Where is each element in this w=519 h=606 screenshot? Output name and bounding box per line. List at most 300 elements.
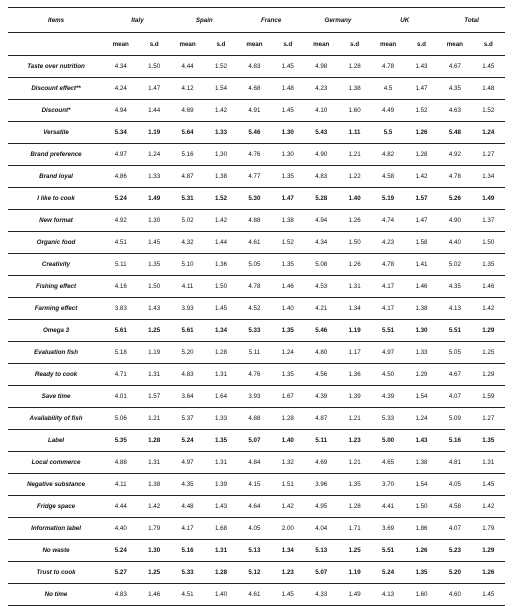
total-mean-cell: 5.05 <box>438 342 471 364</box>
france-sd-cell: 2.00 <box>271 518 304 540</box>
italy-sd-cell: 1.30 <box>137 540 170 562</box>
germany-sd-cell: 1.17 <box>338 342 371 364</box>
france-sd-cell: 1.23 <box>271 562 304 584</box>
total-mean-cell: 5.02 <box>438 254 471 276</box>
spain-mean-cell: 3.93 <box>171 298 204 320</box>
germany-mean-cell: 5.28 <box>305 188 338 210</box>
italy-sd-cell: 1.31 <box>137 364 170 386</box>
uk-sd-cell: 1.57 <box>405 188 438 210</box>
spain-sd-cell: 1.50 <box>204 276 237 298</box>
germany-mean-cell: 4.21 <box>305 298 338 320</box>
spain-sd-cell: 1.30 <box>204 144 237 166</box>
italy-sd-cell: 1.28 <box>137 430 170 452</box>
table-row <box>8 78 505 100</box>
total-mean-cell: 4.35 <box>438 276 471 298</box>
mean-header: mean <box>238 33 271 56</box>
uk-sd-cell: 1.58 <box>405 232 438 254</box>
france-mean-cell: 4.05 <box>238 518 271 540</box>
item-label-cell: Taste over nutrition <box>8 56 104 78</box>
france-mean-cell: 4.84 <box>238 452 271 474</box>
italy-mean-cell: 5.24 <box>104 188 137 210</box>
total-sd-cell: 1.52 <box>472 100 505 122</box>
france-sd-cell: 1.45 <box>271 100 304 122</box>
total-sd-cell: 1.27 <box>472 408 505 430</box>
table-row <box>8 474 505 496</box>
table-row <box>8 100 505 122</box>
uk-mean-cell: 4.41 <box>371 496 404 518</box>
total-sd-cell: 1.35 <box>472 254 505 276</box>
italy-mean-cell: 4.97 <box>104 144 137 166</box>
uk-sd-cell: 1.41 <box>405 254 438 276</box>
sd-header: s.d <box>338 33 371 56</box>
germany-sd-cell: 1.36 <box>338 364 371 386</box>
uk-mean-cell: 3.69 <box>371 518 404 540</box>
total-sd-cell: 1.29 <box>472 364 505 386</box>
total-mean-cell: 5.09 <box>438 408 471 430</box>
germany-mean-cell: 4.33 <box>305 584 338 606</box>
germany-mean-cell: 5.13 <box>305 540 338 562</box>
germany-sd-cell: 1.23 <box>338 430 371 452</box>
italy-sd-cell: 1.21 <box>137 408 170 430</box>
germany-sd-cell: 1.11 <box>338 122 371 144</box>
italy-mean-cell: 5.18 <box>104 342 137 364</box>
germany-sd-cell: 1.34 <box>338 298 371 320</box>
uk-mean-cell: 5.5 <box>371 122 404 144</box>
uk-mean-cell: 4.65 <box>371 452 404 474</box>
stat-header-blank <box>8 33 104 56</box>
sd-header: s.d <box>405 33 438 56</box>
germany-mean-cell: 4.10 <box>305 100 338 122</box>
france-sd-cell: 1.30 <box>271 144 304 166</box>
france-sd-cell: 1.24 <box>271 342 304 364</box>
sd-header: s.d <box>204 33 237 56</box>
spain-sd-cell: 1.31 <box>204 452 237 474</box>
table-row <box>8 210 505 232</box>
spain-mean-cell: 5.37 <box>171 408 204 430</box>
item-label-cell: Brand loyal <box>8 166 104 188</box>
uk-mean-cell: 4.50 <box>371 364 404 386</box>
italy-mean-cell: 4.86 <box>104 166 137 188</box>
germany-sd-cell: 1.21 <box>338 408 371 430</box>
uk-sd-cell: 1.26 <box>405 122 438 144</box>
germany-sd-cell: 1.19 <box>338 562 371 584</box>
total-mean-cell: 4.58 <box>438 496 471 518</box>
uk-sd-cell: 1.30 <box>405 320 438 342</box>
item-label-cell: Save time <box>8 386 104 408</box>
uk-mean-cell: 4.58 <box>371 166 404 188</box>
germany-sd-cell: 1.38 <box>338 78 371 100</box>
germany-mean-cell: 4.23 <box>305 78 338 100</box>
france-sd-cell: 1.45 <box>271 56 304 78</box>
table-body <box>8 56 505 606</box>
uk-mean-cell: 4.74 <box>371 210 404 232</box>
total-mean-cell: 5.51 <box>438 320 471 342</box>
total-sd-cell: 1.26 <box>472 562 505 584</box>
italy-mean-cell: 5.34 <box>104 122 137 144</box>
france-mean-cell: 4.52 <box>238 298 271 320</box>
france-mean-cell: 4.68 <box>238 78 271 100</box>
italy-sd-cell: 1.79 <box>137 518 170 540</box>
item-label-cell: Negative substance <box>8 474 104 496</box>
france-mean-cell: 5.07 <box>238 430 271 452</box>
total-mean-cell: 5.20 <box>438 562 471 584</box>
france-sd-cell: 1.40 <box>271 298 304 320</box>
uk-mean-cell: 4.13 <box>371 584 404 606</box>
table-row <box>8 56 505 78</box>
italy-mean-cell: 4.40 <box>104 518 137 540</box>
france-mean-cell: 5.46 <box>238 122 271 144</box>
country-header-total: Total <box>438 8 505 33</box>
country-header-row <box>8 8 505 33</box>
spain-sd-cell: 1.31 <box>204 540 237 562</box>
france-sd-cell: 1.32 <box>271 452 304 474</box>
uk-mean-cell: 4.23 <box>371 232 404 254</box>
uk-sd-cell: 1.33 <box>405 342 438 364</box>
italy-mean-cell: 5.27 <box>104 562 137 584</box>
italy-mean-cell: 4.11 <box>104 474 137 496</box>
italy-mean-cell: 4.34 <box>104 56 137 78</box>
total-sd-cell: 1.35 <box>472 430 505 452</box>
table-header <box>8 8 505 56</box>
table-row <box>8 408 505 430</box>
total-mean-cell: 4.63 <box>438 100 471 122</box>
france-sd-cell: 1.51 <box>271 474 304 496</box>
germany-sd-cell: 1.26 <box>338 254 371 276</box>
table-row <box>8 496 505 518</box>
uk-sd-cell: 1.43 <box>405 56 438 78</box>
germany-sd-cell: 1.50 <box>338 232 371 254</box>
uk-sd-cell: 1.50 <box>405 496 438 518</box>
total-sd-cell: 1.49 <box>472 188 505 210</box>
total-sd-cell: 1.50 <box>472 232 505 254</box>
germany-mean-cell: 4.34 <box>305 232 338 254</box>
france-sd-cell: 1.28 <box>271 408 304 430</box>
table-row <box>8 166 505 188</box>
france-mean-cell: 4.88 <box>238 210 271 232</box>
italy-mean-cell: 5.11 <box>104 254 137 276</box>
spain-mean-cell: 5.20 <box>171 342 204 364</box>
spain-mean-cell: 5.24 <box>171 430 204 452</box>
total-sd-cell: 1.45 <box>472 56 505 78</box>
total-mean-cell: 5.16 <box>438 430 471 452</box>
table-row <box>8 232 505 254</box>
italy-sd-cell: 1.30 <box>137 210 170 232</box>
uk-mean-cell: 4.39 <box>371 386 404 408</box>
italy-mean-cell: 5.35 <box>104 430 137 452</box>
italy-sd-cell: 1.35 <box>137 254 170 276</box>
total-sd-cell: 1.45 <box>472 584 505 606</box>
italy-sd-cell: 1.57 <box>137 386 170 408</box>
uk-mean-cell: 5.51 <box>371 540 404 562</box>
italy-sd-cell: 1.19 <box>137 122 170 144</box>
total-mean-cell: 4.05 <box>438 474 471 496</box>
table-row <box>8 386 505 408</box>
sd-header: s.d <box>137 33 170 56</box>
spain-sd-cell: 1.33 <box>204 408 237 430</box>
germany-sd-cell: 1.21 <box>338 452 371 474</box>
total-mean-cell: 4.35 <box>438 78 471 100</box>
france-mean-cell: 4.15 <box>238 474 271 496</box>
item-label-cell: Farming effect <box>8 298 104 320</box>
uk-sd-cell: 1.47 <box>405 78 438 100</box>
total-mean-cell: 4.67 <box>438 364 471 386</box>
uk-sd-cell: 1.54 <box>405 474 438 496</box>
total-sd-cell: 1.31 <box>472 452 505 474</box>
germany-mean-cell: 4.98 <box>305 56 338 78</box>
total-sd-cell: 1.34 <box>472 166 505 188</box>
total-sd-cell: 1.25 <box>472 342 505 364</box>
uk-mean-cell: 5.33 <box>371 408 404 430</box>
spain-mean-cell: 5.10 <box>171 254 204 276</box>
spain-mean-cell: 4.35 <box>171 474 204 496</box>
item-label-cell: Discount* <box>8 100 104 122</box>
italy-sd-cell: 1.42 <box>137 496 170 518</box>
spain-mean-cell: 5.61 <box>171 320 204 342</box>
italy-sd-cell: 1.50 <box>137 56 170 78</box>
total-mean-cell: 4.13 <box>438 298 471 320</box>
total-sd-cell: 1.79 <box>472 518 505 540</box>
france-sd-cell: 1.52 <box>271 232 304 254</box>
spain-mean-cell: 4.97 <box>171 452 204 474</box>
table-row <box>8 144 505 166</box>
total-mean-cell: 4.92 <box>438 144 471 166</box>
uk-sd-cell: 1.29 <box>405 364 438 386</box>
spain-mean-cell: 4.69 <box>171 100 204 122</box>
sd-header: s.d <box>271 33 304 56</box>
germany-sd-cell: 1.60 <box>338 100 371 122</box>
total-mean-cell: 4.60 <box>438 584 471 606</box>
spain-sd-cell: 1.42 <box>204 210 237 232</box>
france-mean-cell: 4.88 <box>238 408 271 430</box>
country-header-uk: UK <box>371 8 438 33</box>
total-mean-cell: 4.67 <box>438 56 471 78</box>
italy-mean-cell: 4.88 <box>104 452 137 474</box>
spain-sd-cell: 1.44 <box>204 232 237 254</box>
table-row <box>8 584 505 606</box>
total-mean-cell: 4.90 <box>438 210 471 232</box>
italy-mean-cell: 4.01 <box>104 386 137 408</box>
item-label-cell: Organic food <box>8 232 104 254</box>
uk-mean-cell: 3.70 <box>371 474 404 496</box>
item-label-cell: Trust to cook <box>8 562 104 584</box>
table-row <box>8 122 505 144</box>
germany-mean-cell: 4.95 <box>305 496 338 518</box>
france-mean-cell: 4.76 <box>238 364 271 386</box>
total-mean-cell: 5.48 <box>438 122 471 144</box>
france-sd-cell: 1.35 <box>271 166 304 188</box>
table-row <box>8 188 505 210</box>
stat-header-row <box>8 33 505 56</box>
italy-mean-cell: 3.83 <box>104 298 137 320</box>
germany-mean-cell: 4.39 <box>305 386 338 408</box>
italy-mean-cell: 4.24 <box>104 78 137 100</box>
item-label-cell: Fishing effect <box>8 276 104 298</box>
uk-sd-cell: 1.24 <box>405 408 438 430</box>
italy-sd-cell: 1.24 <box>137 144 170 166</box>
item-label-cell: No waste <box>8 540 104 562</box>
total-mean-cell: 4.40 <box>438 232 471 254</box>
uk-sd-cell: 1.43 <box>405 430 438 452</box>
germany-mean-cell: 4.87 <box>305 408 338 430</box>
spain-mean-cell: 4.32 <box>171 232 204 254</box>
france-sd-cell: 1.40 <box>271 430 304 452</box>
germany-sd-cell: 1.25 <box>338 540 371 562</box>
uk-sd-cell: 1.86 <box>405 518 438 540</box>
france-mean-cell: 4.76 <box>238 144 271 166</box>
table-row <box>8 518 505 540</box>
spain-sd-cell: 1.36 <box>204 254 237 276</box>
germany-mean-cell: 4.90 <box>305 144 338 166</box>
italy-sd-cell: 1.44 <box>137 100 170 122</box>
germany-sd-cell: 1.26 <box>338 210 371 232</box>
uk-mean-cell: 4.78 <box>371 254 404 276</box>
uk-sd-cell: 1.42 <box>405 166 438 188</box>
france-mean-cell: 4.77 <box>238 166 271 188</box>
uk-sd-cell: 1.47 <box>405 210 438 232</box>
total-sd-cell: 1.59 <box>472 386 505 408</box>
total-sd-cell: 1.48 <box>472 78 505 100</box>
uk-mean-cell: 5.51 <box>371 320 404 342</box>
item-label-cell: New format <box>8 210 104 232</box>
total-sd-cell: 1.45 <box>472 474 505 496</box>
spain-mean-cell: 4.51 <box>171 584 204 606</box>
uk-sd-cell: 1.38 <box>405 298 438 320</box>
germany-mean-cell: 4.04 <box>305 518 338 540</box>
table-row <box>8 364 505 386</box>
total-sd-cell: 1.29 <box>472 540 505 562</box>
france-sd-cell: 1.45 <box>271 584 304 606</box>
item-label-cell: Availability of fish <box>8 408 104 430</box>
spain-sd-cell: 1.45 <box>204 298 237 320</box>
germany-sd-cell: 1.19 <box>338 320 371 342</box>
germany-mean-cell: 5.11 <box>305 430 338 452</box>
france-mean-cell: 4.61 <box>238 232 271 254</box>
italy-sd-cell: 1.46 <box>137 584 170 606</box>
uk-mean-cell: 5.24 <box>371 562 404 584</box>
spain-sd-cell: 1.35 <box>204 430 237 452</box>
france-mean-cell: 5.12 <box>238 562 271 584</box>
spain-sd-cell: 1.33 <box>204 122 237 144</box>
italy-sd-cell: 1.19 <box>137 342 170 364</box>
germany-sd-cell: 1.22 <box>338 166 371 188</box>
germany-mean-cell: 4.56 <box>305 364 338 386</box>
italy-mean-cell: 4.51 <box>104 232 137 254</box>
italy-mean-cell: 5.06 <box>104 408 137 430</box>
france-sd-cell: 1.34 <box>271 540 304 562</box>
germany-mean-cell: 4.53 <box>305 276 338 298</box>
italy-sd-cell: 1.31 <box>137 452 170 474</box>
uk-mean-cell: 5.19 <box>371 188 404 210</box>
uk-mean-cell: 4.78 <box>371 56 404 78</box>
france-sd-cell: 1.46 <box>271 276 304 298</box>
france-mean-cell: 5.33 <box>238 320 271 342</box>
france-mean-cell: 4.64 <box>238 496 271 518</box>
spain-mean-cell: 4.12 <box>171 78 204 100</box>
germany-mean-cell: 3.96 <box>305 474 338 496</box>
italy-sd-cell: 1.38 <box>137 474 170 496</box>
table-row <box>8 254 505 276</box>
uk-mean-cell: 4.82 <box>371 144 404 166</box>
table-row <box>8 298 505 320</box>
italy-mean-cell: 5.61 <box>104 320 137 342</box>
items-header: Items <box>8 8 104 33</box>
total-sd-cell: 1.37 <box>472 210 505 232</box>
item-label-cell: Evaluation fish <box>8 342 104 364</box>
italy-sd-cell: 1.33 <box>137 166 170 188</box>
france-mean-cell: 5.13 <box>238 540 271 562</box>
france-sd-cell: 1.38 <box>271 210 304 232</box>
item-label-cell: I like to cook <box>8 188 104 210</box>
spain-sd-cell: 1.40 <box>204 584 237 606</box>
uk-sd-cell: 1.28 <box>405 144 438 166</box>
spain-mean-cell: 3.64 <box>171 386 204 408</box>
italy-sd-cell: 1.50 <box>137 276 170 298</box>
uk-mean-cell: 4.17 <box>371 298 404 320</box>
france-sd-cell: 1.67 <box>271 386 304 408</box>
germany-sd-cell: 1.28 <box>338 496 371 518</box>
spain-sd-cell: 1.38 <box>204 166 237 188</box>
france-mean-cell: 5.11 <box>238 342 271 364</box>
italy-sd-cell: 1.25 <box>137 562 170 584</box>
uk-sd-cell: 1.52 <box>405 100 438 122</box>
uk-sd-cell: 1.46 <box>405 276 438 298</box>
spain-sd-cell: 1.52 <box>204 56 237 78</box>
italy-mean-cell: 5.24 <box>104 540 137 562</box>
item-label-cell: Omega 3 <box>8 320 104 342</box>
total-sd-cell: 1.42 <box>472 496 505 518</box>
italy-mean-cell: 4.44 <box>104 496 137 518</box>
total-mean-cell: 4.81 <box>438 452 471 474</box>
germany-mean-cell: 4.83 <box>305 166 338 188</box>
total-sd-cell: 1.24 <box>472 122 505 144</box>
italy-sd-cell: 1.25 <box>137 320 170 342</box>
spain-sd-cell: 1.43 <box>204 496 237 518</box>
spain-mean-cell: 4.44 <box>171 56 204 78</box>
item-label-cell: Versatile <box>8 122 104 144</box>
italy-sd-cell: 1.43 <box>137 298 170 320</box>
france-sd-cell: 1.35 <box>271 320 304 342</box>
france-sd-cell: 1.42 <box>271 496 304 518</box>
spain-mean-cell: 5.64 <box>171 122 204 144</box>
uk-mean-cell: 4.97 <box>371 342 404 364</box>
table-row <box>8 342 505 364</box>
item-label-cell: Label <box>8 430 104 452</box>
spain-mean-cell: 4.48 <box>171 496 204 518</box>
italy-sd-cell: 1.47 <box>137 78 170 100</box>
total-mean-cell: 4.07 <box>438 518 471 540</box>
germany-sd-cell: 1.31 <box>338 276 371 298</box>
france-sd-cell: 1.35 <box>271 254 304 276</box>
france-mean-cell: 4.61 <box>238 584 271 606</box>
country-header-france: France <box>238 8 305 33</box>
total-sd-cell: 1.27 <box>472 144 505 166</box>
germany-sd-cell: 1.40 <box>338 188 371 210</box>
germany-sd-cell: 1.28 <box>338 56 371 78</box>
spain-sd-cell: 1.28 <box>204 342 237 364</box>
spain-sd-cell: 1.52 <box>204 188 237 210</box>
germany-sd-cell: 1.71 <box>338 518 371 540</box>
total-mean-cell: 5.23 <box>438 540 471 562</box>
item-label-cell: Creativity <box>8 254 104 276</box>
italy-mean-cell: 4.71 <box>104 364 137 386</box>
spain-mean-cell: 5.16 <box>171 144 204 166</box>
italy-sd-cell: 1.49 <box>137 188 170 210</box>
item-label-cell: Local commerce <box>8 452 104 474</box>
germany-sd-cell: 1.49 <box>338 584 371 606</box>
uk-mean-cell: 4.17 <box>371 276 404 298</box>
item-label-cell: Brand preference <box>8 144 104 166</box>
spain-mean-cell: 5.31 <box>171 188 204 210</box>
